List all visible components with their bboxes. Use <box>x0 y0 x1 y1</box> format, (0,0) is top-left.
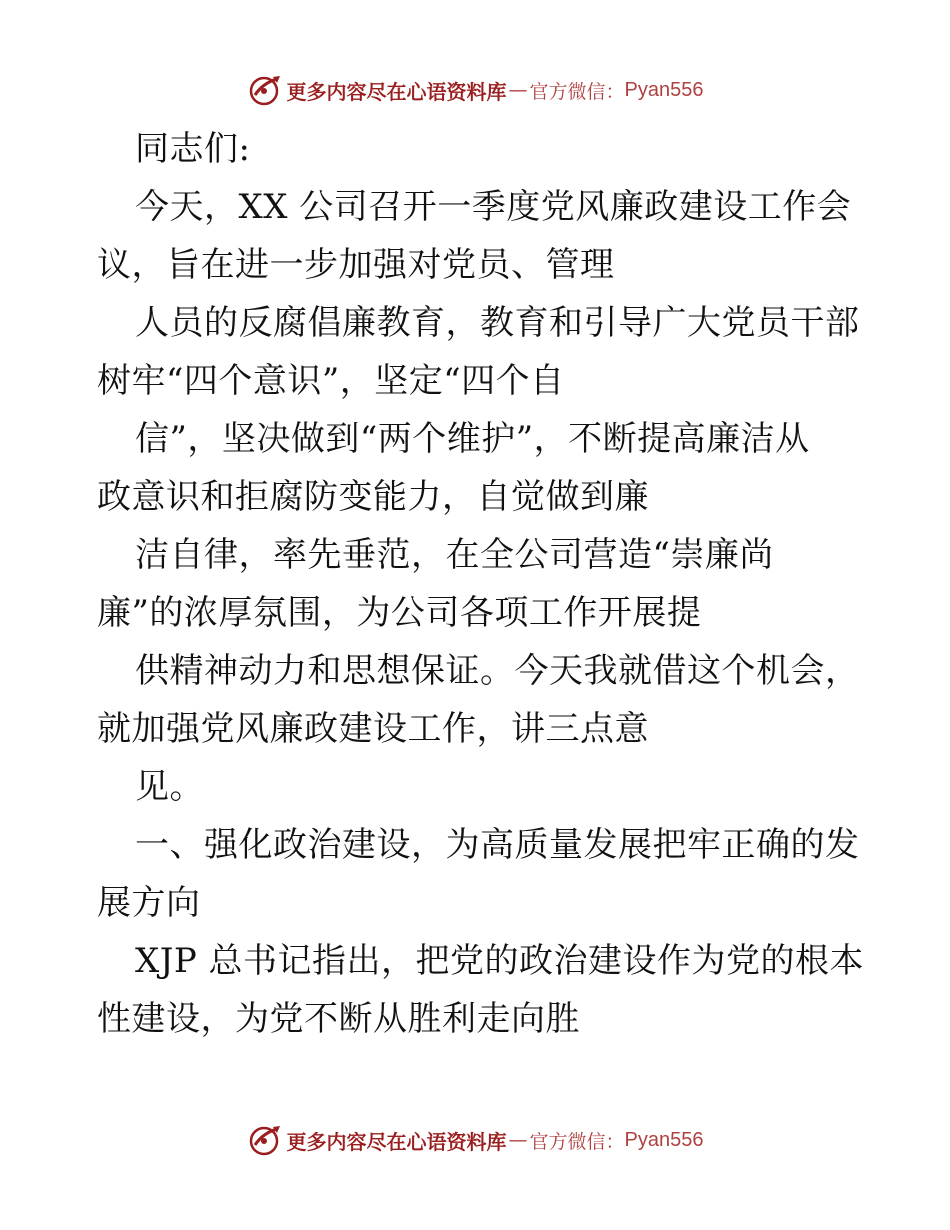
footer-separator: — <box>508 1129 528 1151</box>
header-wechat-id: Pyan556 <box>624 78 704 101</box>
text-line: 信”，坚决做到“两个维护”，不断提高廉洁从 <box>135 419 810 459</box>
text-line: 树牢“四个意识”，坚定“四个自 <box>97 361 565 401</box>
header-separator: — <box>508 79 528 101</box>
text-line: 议，旨在进一步加强对党员、管理 <box>97 245 615 285</box>
text-line: XJP 总书记指出，把党的政治建设作为党的根本 <box>135 941 865 981</box>
text-line: 今天，XX 公司召开一季度党风廉政建设工作会 <box>135 187 852 227</box>
text-line: 同志们: <box>135 129 251 169</box>
header-brand-text: 更多内容尽在心语资料库 <box>286 79 507 104</box>
section-heading-line: 一、强化政治建设，为高质量发展把牢正确的发 <box>135 825 860 865</box>
text-line: 供精神动力和思想保证。今天我就借这个机会， <box>135 651 860 691</box>
text-line: 人员的反腐倡廉教育，教育和引导广大党员干部 <box>135 303 860 343</box>
brand-logo-icon <box>247 1123 283 1157</box>
text-line: 见。 <box>135 767 204 807</box>
footer-banner <box>0 1120 950 1160</box>
text-line: 性建设，为党不断从胜利走向胜 <box>97 999 580 1039</box>
header-official-label: 官方微信： <box>529 80 625 103</box>
footer-official-label: 官方微信： <box>529 1130 625 1153</box>
footer-wechat-id: Pyan556 <box>624 1128 704 1151</box>
text-line: 政意识和拒腐防变能力，自觉做到廉 <box>97 477 649 517</box>
header-banner <box>0 70 950 110</box>
brand-logo-icon <box>247 73 283 107</box>
document-body <box>97 120 865 1048</box>
text-line: 廉”的浓厚氛围，为公司各项工作开展提 <box>97 593 702 633</box>
text-line: 洁自律，率先垂范，在全公司营造“崇廉尚 <box>135 535 774 575</box>
section-heading-line: 展方向 <box>97 883 201 923</box>
footer-brand-text: 更多内容尽在心语资料库 <box>286 1129 507 1154</box>
text-line: 就加强党风廉政建设工作，讲三点意 <box>97 709 649 749</box>
